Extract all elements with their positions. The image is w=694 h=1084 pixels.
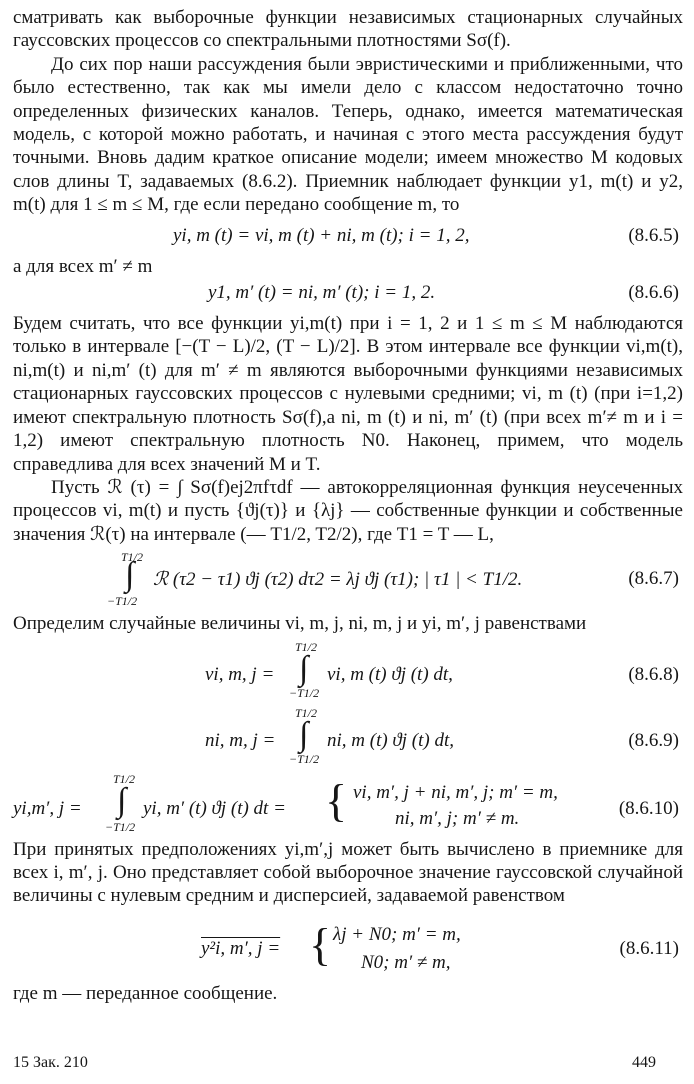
equation-number: (8.6.5) xyxy=(628,224,679,246)
equation-8-6-9 xyxy=(13,704,683,768)
paragraph-computable: При принятых предположениях yi,m′,j может быть вычислено в приемнике для всех i, m′, j. Оно представляет собой выборочное значение гауссовской случайной величины с нулевым средним и дисперсией, задаваемой равенством xyxy=(13,838,683,907)
case-equal: vi, m′, j + ni, m′, j; m′ = m, xyxy=(353,781,558,803)
equation-body: ni, m (t) ϑj (t) dt, xyxy=(327,729,454,751)
integral-lower-limit: −T1/2 xyxy=(107,594,138,609)
equation-8-6-5 xyxy=(13,217,683,255)
integral-sign: ∫ xyxy=(299,715,309,753)
equation-body: yi, m (t) = vi, m (t) + ni, m (t); i = 1, 2, xyxy=(173,224,470,246)
equation-body: vi, m (t) ϑj (t) dt, xyxy=(327,663,453,685)
integral-lower-limit: −T1/2 xyxy=(105,819,136,834)
paragraph-transmitted: где m — переданное сообщение. xyxy=(13,982,278,1004)
paragraph-autocorrelation: Пусть ℛ (τ) = ∫ Sσ(f)ej2πfτdf — автокорреляционная функция неусеченных процессов vi, m(t) и пусть {ϑj(τ)} и {λj} — собственные функции и собственные значения ℛ(τ) на интервале (— T1/2, T2/2), где T1 = T — L, xyxy=(13,476,683,545)
case-not-equal: ni, m′, j; m′ ≠ m. xyxy=(395,807,520,829)
equation-number: (8.6.6) xyxy=(628,282,679,304)
integral-upper-limit: T1/2 xyxy=(121,550,144,565)
equation-8-6-6 xyxy=(13,278,683,312)
case-not-equal: N0; m′ ≠ m, xyxy=(361,951,451,973)
paragraph-random-values: Определим случайные величины vi, m, j, ni, m, j и yi, m′, j равенствами xyxy=(13,613,587,635)
equation-body: yi, m′ (t) ϑj (t) dt = xyxy=(143,797,286,819)
page xyxy=(13,0,683,1005)
cases-brace: { xyxy=(309,918,332,970)
integral-lower-limit: −T1/2 xyxy=(289,685,320,700)
integral-upper-limit: T1/2 xyxy=(295,705,318,720)
integral-upper-limit: T1/2 xyxy=(113,771,136,786)
equation-number: (8.6.7) xyxy=(628,568,679,590)
equation-body: ℛ (τ2 − τ1) ϑj (τ2) dτ2 = λj ϑj (τ1); | τ1 | < T1/2. xyxy=(153,569,523,591)
integral-lower-limit: −T1/2 xyxy=(289,751,320,766)
paragraph-all-m: а для всех m′ ≠ m xyxy=(13,255,153,277)
paragraph-assumptions: Будем считать, что все функции yi,m(t) при i = 1, 2 и 1 ≤ m ≤ M наблюдаются только в интервале [−(T − L)/2, (T − L)/2]. В этом интервале все функции vi,m(t), ni,m(t) и ni,m′ (t) для m′ ≠ m являются выборочными функциями независимых стационарных гауссовских процессов с нулевыми средними; vi, m (t) (при i=1,2) имеют спектральную плотность Sσ(f),а ni, m (t) и ni, m′ (t) (при всех m′≠ m и i = 1,2) имеют спектральную плотность N0. Наконец, примем, что модель справедлива для всех значений M и T. xyxy=(13,313,683,475)
page-number: 449 xyxy=(632,1054,656,1071)
integral-upper-limit: T1/2 xyxy=(295,639,318,654)
paragraph-continuation: сматривать как выборочные функции независимых стационарных случайных гауссовских процессов со спектральными плотностями Sσ(f). xyxy=(13,7,683,52)
equation-8-6-8 xyxy=(13,636,683,704)
equation-number: (8.6.10) xyxy=(618,797,679,819)
equation-body: y1, m′ (t) = ni, m′ (t); i = 1, 2. xyxy=(208,282,436,304)
equation-number: (8.6.9) xyxy=(628,729,679,751)
equation-8-6-11 xyxy=(13,908,683,982)
case-equal: λj + N0; m′ = m, xyxy=(333,923,461,945)
paragraph-model: До сих пор наши рассуждения были эвристическими и приближенными, что было естественно, так как мы имели дело с классом недостаточно точно определенных физических каналов. Теперь, однако, имеется математическая модель, с которой можно работать, и начиная с этого места рассуждения будут точными. Вновь дадим краткое описание модели; имеем множество M кодовых слов длины T, задаваемых (8.6.2). Приемник наблюдает функции y1, m(t) и y2, m(t) для 1 ≤ m ≤ M, где если передано сообщение m, то xyxy=(13,53,683,216)
integral-sign: ∫ xyxy=(117,781,127,819)
equation-lhs: y²i, m′, j = xyxy=(201,937,281,959)
equation-number: (8.6.11) xyxy=(619,937,679,959)
integral-sign: ∫ xyxy=(125,556,135,594)
equation-lhs: ni, m, j = xyxy=(205,729,276,751)
printer-mark: 15 Зак. 210 xyxy=(13,1054,88,1071)
equation-8-6-7 xyxy=(13,546,683,612)
equation-number: (8.6.8) xyxy=(628,663,679,685)
cases-brace: { xyxy=(325,774,348,826)
equation-lhs: vi, m, j = xyxy=(205,663,275,685)
integral-sign: ∫ xyxy=(299,649,309,687)
equation-8-6-10 xyxy=(13,768,683,838)
equation-lhs: yi,m′, j = xyxy=(13,797,82,819)
